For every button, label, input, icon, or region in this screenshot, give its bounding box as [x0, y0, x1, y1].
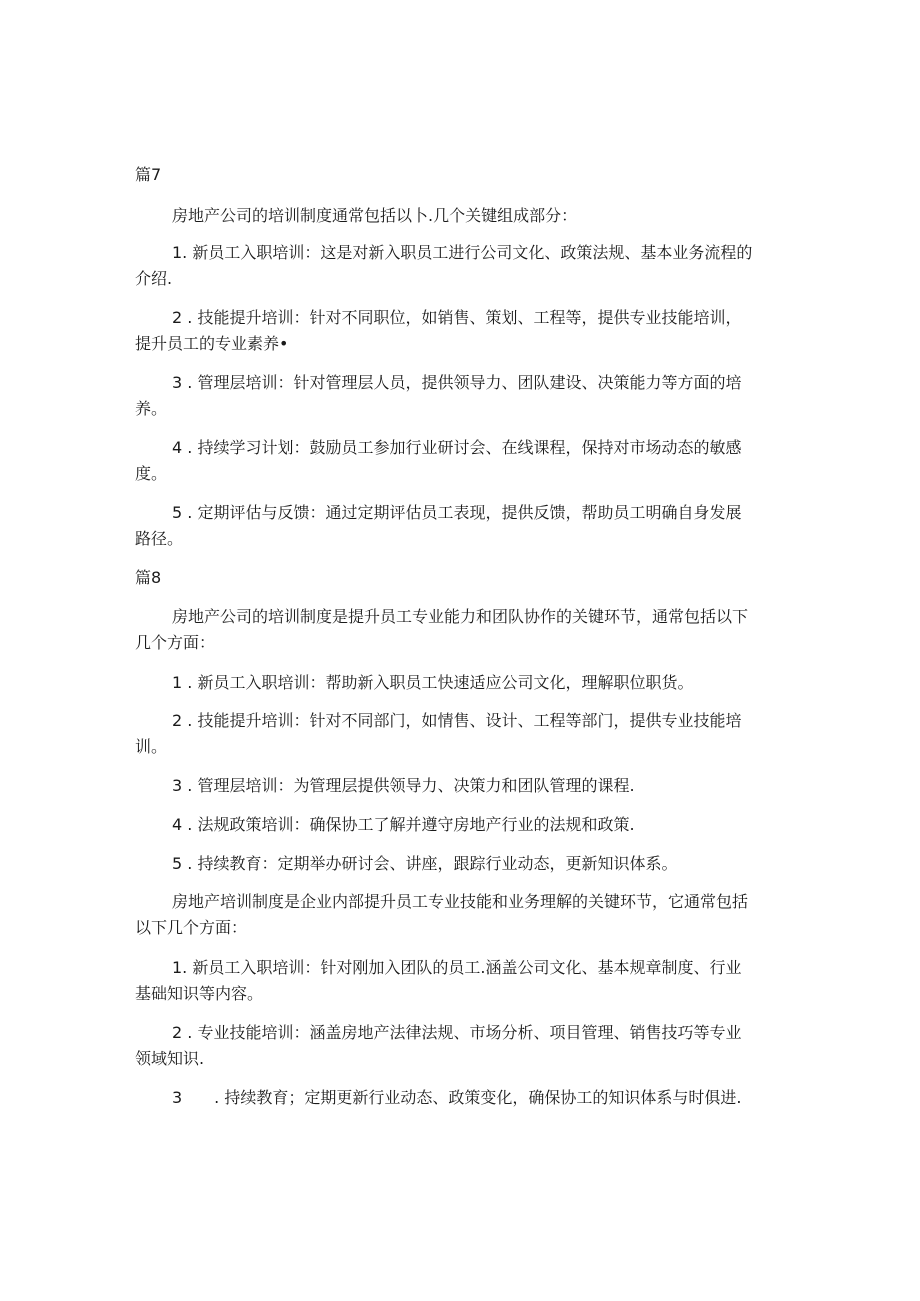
section-7-item-5-line-2: 路径。 [135, 529, 184, 548]
section-3-intro-line-1: 房地产培训制度是企业内部提升员工专业技能和业务理解的关键环节，它通常包括 [172, 892, 749, 911]
section-3-item-2-line-1: 2 . 专业技能培训：涵盖房地产法律法规、市场分析、项目管理、销售技巧等专业 [172, 1023, 742, 1042]
section-7-item-3-line-2: 养。 [135, 399, 168, 418]
section-7-item-4-line-1: 4 . 持续学习计划：鼓励员工参加行业研讨会、在线课程，保持对市场动态的敏感 [172, 438, 742, 457]
section-8-item-3: 3 . 管理层培训：为管理层提供领导力、决策力和团队管理的课程. [172, 776, 635, 795]
section-3-item-1-line-1: 1. 新员工入职培训：针对刚加入团队的员工.涵盖公司文化、基本规章制度、行业 [172, 958, 742, 977]
section-8-item-2-line-2: 训。 [135, 737, 168, 756]
section-8-intro-line-1: 房地产公司的培训制度是提升员工专业能力和团队协作的关键环节，通常包括以下 [172, 607, 749, 626]
section-heading-8: 篇8 [135, 568, 162, 587]
section-heading-7: 篇7 [135, 165, 162, 184]
section-3-item-2-line-2: 领域知识. [135, 1049, 205, 1068]
section-7-item-1-line-1: 1. 新员工入职培训：这是对新入职员工进行公司文化、政策法规、基本业务流程的 [172, 243, 753, 262]
section-7-intro: 房地产公司的培训制度通常包括以卜.几个关键组成部分： [172, 206, 578, 225]
section-8-item-5: 5 . 持续教育：定期举办研讨会、讲座，跟踪行业动态，更新知识体系。 [172, 854, 678, 873]
section-3-intro-line-2: 以下几个方面： [135, 918, 248, 937]
section-3-item-3: 3 . 持续教育；定期更新行业动态、政策变化，确保协工的知识体系与时俱进. [172, 1088, 742, 1107]
section-7-item-2-line-2: 提升员工的专业素养• [135, 334, 289, 353]
section-8-item-1: 1 . 新员工入职培训：帮助新入职员工快速适应公司文化，理解职位职货。 [172, 673, 694, 692]
section-3-item-1-line-2: 基础知识等内容。 [135, 984, 264, 1003]
section-8-intro-line-2: 几个方面： [135, 633, 216, 652]
section-8-item-2-line-1: 2 . 技能提升培训：针对不同部门，如情售、设计、工程等部门，提供专业技能培 [172, 711, 742, 730]
section-7-item-4-line-2: 度。 [135, 464, 168, 483]
section-8-item-4: 4 . 法规政策培训：确保协工了解并遵守房地产行业的法规和政策. [172, 815, 635, 834]
section-7-item-2-line-1: 2 . 技能提升培训：针对不同职位，如销售、策划、工程等，提供专业技能培训， [172, 308, 742, 327]
section-7-item-3-line-1: 3 . 管理层培训：针对管理层人员，提供领导力、团队建设、决策能力等方面的培 [172, 373, 742, 392]
section-7-item-1-line-2: 介绍. [135, 269, 173, 288]
section-7-item-5-line-1: 5 . 定期评估与反馈：通过定期评估员工表现，提供反馈，帮助员工明确自身发展 [172, 503, 742, 522]
